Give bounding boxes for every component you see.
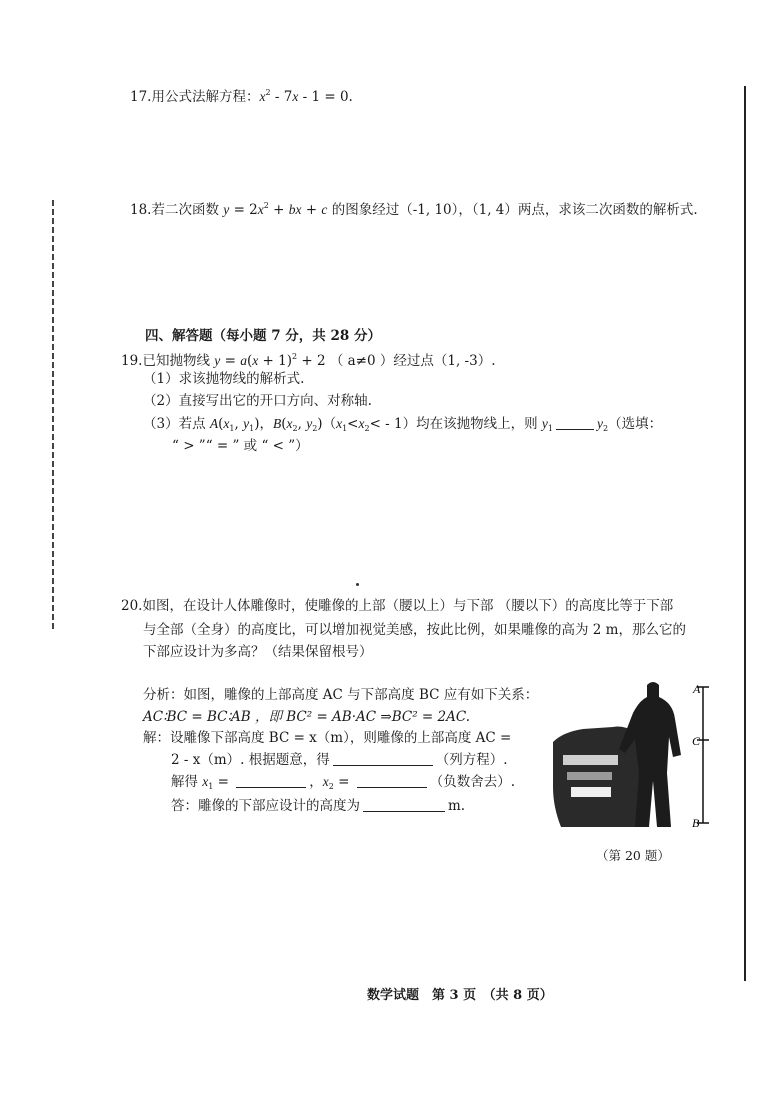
label-a: A (693, 682, 701, 696)
scan-edge-right (744, 86, 746, 981)
question-number: 17. (130, 89, 152, 105)
scan-dot (356, 583, 359, 586)
figure-caption: （第 20 题） (596, 848, 670, 863)
equation-end: = 0. (320, 89, 353, 105)
question-19-part-2: （2）直接写出它的开口方向、对称轴. (143, 393, 372, 409)
analysis-label: 分析： (143, 687, 184, 703)
question-19-part-1: （1）求该抛物线的解析式. (143, 371, 305, 387)
solution-text: （负数舍去）. (429, 774, 516, 790)
question-19-part-3: （3）若点 $A(x_1$, $y_1$)，$B(x_2$, $y_2)(x_1<x_2< - 1)$均在该抛物线上，则 $y_1$ $y_2$（选填： (143, 416, 663, 433)
solution-text: 设雕像下部高度 BC = x（m），则雕像的上部高度 AC = (170, 730, 512, 746)
solution-text: 2 - x（m）. 根据题意，得 (171, 752, 330, 768)
question-19 (121, 348, 496, 370)
parabola-expression: $y = a(x + 1)^2 + 2$ (214, 352, 330, 369)
solution-label: 解： (143, 730, 170, 746)
label-c: C (692, 734, 701, 748)
section-title: 四、解答题（每小题 7 分，共 28 分） (145, 328, 381, 344)
function-expression: $y = 2x^2$ + bx + c (223, 201, 328, 218)
question-text: 用公式法解方程： (151, 89, 260, 105)
question-text: 如图，在设计人体雕像时，使雕像的上部（腰以上）与下部 （腰以下）的高度比等于下部 (142, 598, 674, 614)
equation-blank[interactable] (333, 753, 433, 766)
equation: $x^2 - 7x - 1$ (259, 88, 321, 105)
relation-line: AC∶BC = BC∶AB ，即 BC² = AB·AC ⇒BC² = 2AC. (143, 709, 470, 725)
answer-blank[interactable] (556, 417, 594, 430)
question-number: 18. (130, 202, 152, 218)
x2-blank[interactable] (357, 775, 427, 788)
solution-text: 解得 (171, 774, 203, 790)
label-b: B (692, 816, 700, 830)
question-20-line-3: 下部应设计为多高？（结果保留根号） (143, 644, 373, 660)
question-text-post: （ a≠0 ）经过点（1, -3）. (329, 353, 496, 369)
analysis-text: 如图，雕像的上部高度 AC 与下部高度 BC 应有如下关系： (183, 687, 539, 703)
answer-text: 答：雕像的下部应设计的高度为 (171, 798, 360, 814)
part-3-mid: 均在该抛物线上，则 (416, 416, 542, 432)
analysis-line (143, 686, 538, 704)
part-3-end: （选填： (608, 416, 663, 432)
question-18 (130, 197, 698, 219)
question-text-post: 的图象经过（-1, 10），（1, 4）两点，求该二次函数的解析式. (327, 202, 698, 218)
height-blank[interactable] (363, 799, 445, 812)
question-number: 19. (121, 353, 143, 369)
part-3-pre: （3）若点 (143, 416, 210, 432)
question-20-line-1 (121, 597, 673, 615)
page-footer: 数学试题 第 3 页 （共 8 页） (367, 988, 553, 1003)
statue-figure (553, 677, 723, 834)
answer-line (171, 797, 465, 815)
scan-edge-left (52, 200, 54, 630)
question-17 (130, 84, 353, 106)
question-19-options: “ > ”“ = ” 或 “ < ”） (172, 438, 309, 454)
points-expression: $A(x_1$, $y_1$)，$B(x_2$, $y_2)(x_1<x_2< - 1)$ (209, 416, 417, 433)
question-text-pre: 已知抛物线 (142, 353, 215, 369)
solution-line-3: 解得 $x_1$ = ，$x_2$ = （负数舍去）. (171, 774, 516, 791)
question-text-pre: 若二次函数 (151, 202, 224, 218)
answer-unit: m. (448, 798, 466, 814)
solution-line-2 (171, 751, 508, 769)
solution-text: （列方程）. (435, 752, 508, 768)
question-number: 20. (121, 598, 143, 614)
x1-blank[interactable] (236, 775, 306, 788)
solution-line-1 (143, 729, 511, 747)
question-20-line-2: 与全部（全身）的高度比，可以增加视觉美感，按此比例，如果雕像的高为 2 m，那么它的 (143, 622, 686, 638)
